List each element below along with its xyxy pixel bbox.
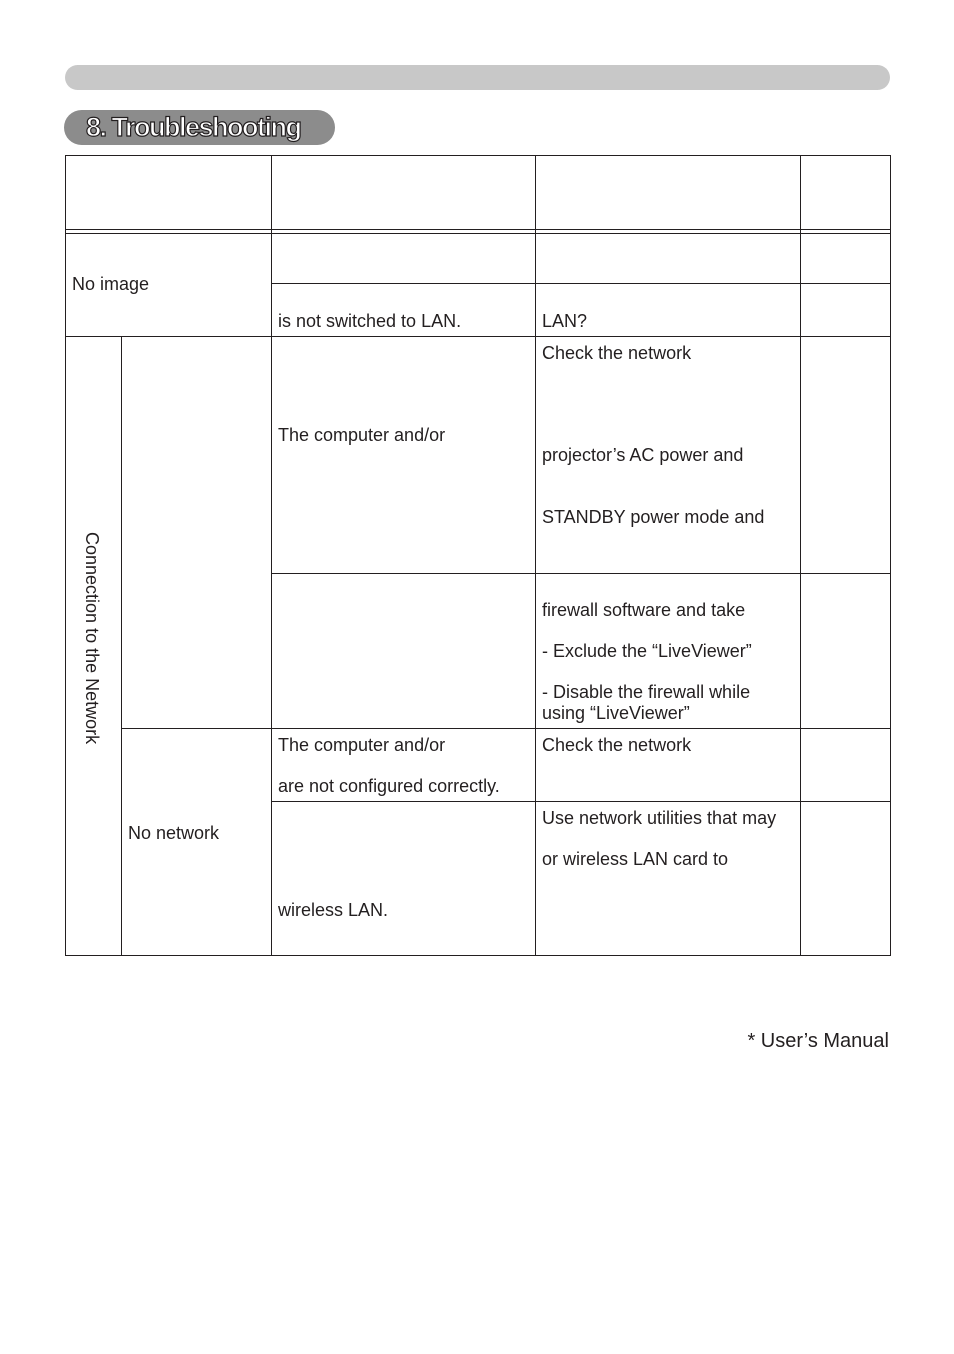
remedy-text: LAN? <box>542 311 588 331</box>
remedy-text: - Exclude the “LiveViewer” <box>542 641 752 661</box>
footer-note: * User’s Manual <box>747 1030 889 1052</box>
remedy-text: STANDBY power mode and <box>542 507 765 527</box>
table-rule <box>65 336 891 337</box>
cause-text: wireless LAN. <box>278 900 389 920</box>
section-title: 8. Troubleshooting <box>86 112 301 142</box>
remedy-text: using “LiveViewer” <box>542 703 690 723</box>
symptom-no-network: No network <box>128 823 220 843</box>
remedy-text: firewall software and take <box>542 600 746 620</box>
table-rule <box>121 336 122 956</box>
remedy-text: - Disable the firewall while <box>542 682 751 702</box>
cause-text: are not configured correctly. <box>278 776 500 796</box>
table-rule <box>271 283 891 284</box>
remedy-text: Check the network <box>542 735 692 755</box>
table-rule <box>65 155 891 156</box>
cause-text: The computer and/or <box>278 735 446 755</box>
table-rule <box>271 801 891 802</box>
table-rule <box>65 229 891 230</box>
table-rule <box>121 728 891 729</box>
table-rule <box>800 155 801 956</box>
cause-text: The computer and/or <box>278 425 446 445</box>
remedy-text: or wireless LAN card to <box>542 849 729 869</box>
table-rule <box>890 155 891 956</box>
remedy-text: Check the network <box>542 343 692 363</box>
symptom-no-image: No image <box>72 274 150 294</box>
header-bar <box>65 65 890 90</box>
table-rule <box>271 573 891 574</box>
remedy-text: Use network utilities that may <box>542 808 777 828</box>
table-rule <box>65 155 66 956</box>
cause-text: is not switched to LAN. <box>278 311 462 331</box>
table-rule <box>535 155 536 956</box>
connection-group-label: Connection to the Network <box>82 532 102 745</box>
table-rule <box>65 955 891 956</box>
table-rule <box>65 233 891 234</box>
table-rule <box>271 155 272 956</box>
remedy-text: projector’s AC power and <box>542 445 744 465</box>
